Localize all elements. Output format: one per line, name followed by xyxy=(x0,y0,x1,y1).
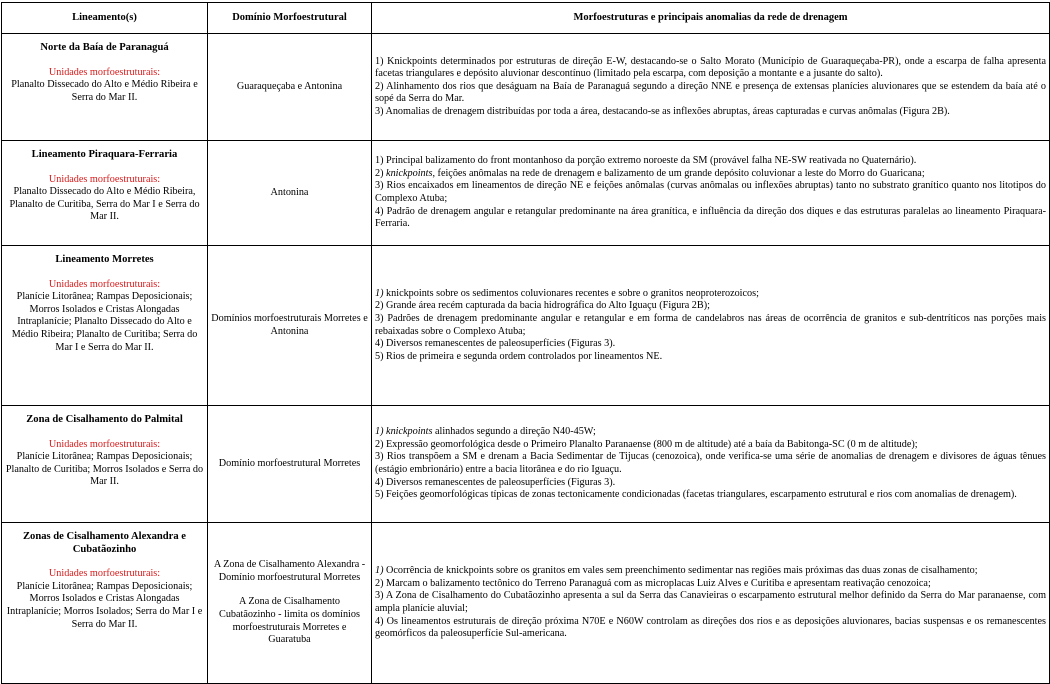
domain-text: Domínio morfoestrutural Morretes xyxy=(218,457,361,469)
list-item: 1) knickpoints alinhados segundo a direção N40-45W; xyxy=(375,426,596,438)
list-item: 3) A Zona de Cisalhamento do Cubatãozinho apresenta a sul da Serra das Canavieiras o escarpamento estrutural melhor definido da Serra do Mar paranaense, com ampla planície aluvial; xyxy=(375,590,1046,614)
domain-cell xyxy=(208,406,372,523)
anomalies-cell xyxy=(372,246,1050,406)
domain-cell xyxy=(208,141,372,246)
lineament-cell xyxy=(2,34,208,141)
list-item: 4) Diversos remanescentes de paleosuperfícies (Figuras 3). xyxy=(375,338,616,350)
units-text: Planície Litorânea; Rampas Deposicionais; Planalto de Curitiba; Morros Isolados e Serra do Mar II. xyxy=(5,451,204,488)
units-text: Planalto Dissecado do Alto e Médio Ribeira, Planalto de Curitiba, Serra do Mar I e Serra do Mar II. xyxy=(9,186,200,223)
list-item: 1) Ocorrência de knickpoints sobre os granitos em vales sem preenchimento sedimentar nas regiões mais próximas das duas zonas de cisalhamento; xyxy=(375,565,978,577)
units-text: Planície Litorânea; Rampas Deposicionais; Morros Isolados e Cristas Alongadas Intraplanície; Morros Isolados; Serra do Mar I e Serra do Mar II. xyxy=(6,580,203,630)
units-text: Planalto Dissecado do Alto e Médio Ribeira e Serra do Mar II. xyxy=(11,79,198,103)
list-item: 1) Knickpoints determinados por estruturas de direção E-W, destacando-se o Salto Morato (Município de Guaraqueçaba-PR), onde a escarpa de falha apresenta facetas triangulares e depósito aluvionar descontínuo (limitado pela escarpa, com deposição a montante e a jusante do salto). xyxy=(375,55,1046,80)
list-item: 1) Principal balizamento do front montanhoso da porção extremo noroeste da SM (provável falha NE-SW reativada no Quaternário). xyxy=(375,155,917,167)
lineament-cell xyxy=(2,141,208,246)
table-row xyxy=(2,246,1050,406)
list-item: 2) Expressão geomorfológica desde o Primeiro Planalto Paranaense (800 m de altitude) até a baía da Babitonga-SC (0 m de altitude); xyxy=(375,438,918,450)
header-morfoestruturas: Morfoestruturas e principais anomalias da rede de drenagem xyxy=(372,3,1050,34)
units-label: Unidades morfoestruturais: xyxy=(48,438,161,450)
list-item: 3) Rios encaixados em lineamentos de direção NE e feições anômalas (curvas anômalas ou inflexões abruptas) tanto no substrato granítico quanto nos litotipos do Complexo Atuba; xyxy=(375,180,1046,204)
list-item: 4) Diversos remanescentes de paleosuperfícies (Figuras 3). xyxy=(375,476,616,488)
list-item: 3) Padrões de drenagem predominante angular e retangular e em forma de candelabros nas áreas de ocorrência de granitos e sub-dentríticos nas porções mais rebaixadas sobre o Complexo Atuba; xyxy=(375,312,1046,337)
lineament-cell xyxy=(2,406,208,523)
domain-text: Guaraqueçaba e Antonina xyxy=(236,80,343,92)
list-item: 5) Feições geomorfológicas típicas de zonas tectonicamente condicionadas (facetas triangulares, escarpamento estrutural e rios com anomalias de drenagem). xyxy=(375,489,1017,501)
anomalies-cell xyxy=(372,406,1050,523)
table-row xyxy=(2,523,1050,684)
list-item: 3) Rios transpõem a SM e drenam a Bacia Sedimentar de Tijucas (cenozoica), onde verifica-se uma série de anomalias de drenagem e divisores de águas tênues (estágio embrionário) entre a bacia litorânea e do rio Iguaçu. xyxy=(375,451,1046,475)
table-row xyxy=(2,406,1050,523)
domain-text: Domínios morfoestruturais Morretes e Antonina xyxy=(211,312,368,337)
list-item: 2) Marcam o balizamento tectônico do Terreno Paranaguá com as microplacas Luiz Alves e Curitiba e apresentam reativação cenozoica; xyxy=(375,577,931,589)
table-header-row xyxy=(2,3,1050,34)
list-item: 5) Rios de primeira e segunda ordem controlados por lineamentos NE. xyxy=(375,350,663,362)
list-item: 1) knickpoints sobre os sedimentos coluvionares recentes e sobre o granitos neoproterozoicos; xyxy=(375,287,759,299)
anomalies-cell xyxy=(372,141,1050,246)
lineament-cell xyxy=(2,246,208,406)
lineament-name: Lineamento Piraquara-Ferraria xyxy=(31,149,178,160)
lineament-name: Zonas de Cisalhamento Alexandra e Cubatãozinho xyxy=(22,531,187,555)
domain-cell xyxy=(208,246,372,406)
domain-text: A Zona de Cisalhamento Cubatãozinho - limita os domínios morfoestruturais Morretes e Guaratuba xyxy=(219,596,360,646)
list-item: 2) Grande área recém capturada da bacia hidrográfica do Alto Iguaçu (Figura 2B); xyxy=(375,300,710,312)
morphostructure-table xyxy=(1,2,1050,684)
units-label: Unidades morfoestruturais: xyxy=(48,568,161,580)
lineament-name: Zona de Cisalhamento do Palmital xyxy=(26,414,183,425)
list-item: 3) Anomalias de drenagem distribuídas por toda a área, destacando-se as inflexões abruptas, áreas capturadas e curvas anômalas (Figura 2B). xyxy=(375,105,950,117)
domain-text: Antonina xyxy=(270,186,309,198)
domain-text: A Zona de Cisalhamento Alexandra - Domínio morfoestrutural Morretes xyxy=(213,559,366,583)
lineament-name: Norte da Baía de Paranaguá xyxy=(40,42,169,53)
header-lineamentos: Lineamento(s) xyxy=(2,3,208,34)
table-row xyxy=(2,141,1050,246)
units-label: Unidades morfoestruturais: xyxy=(48,66,161,78)
list-item: 4) Padrão de drenagem angular e retangular predominante na área granítica, e influência da direção dos diques e das estruturas paralelas ao lineamento Piraquara-Ferraria. xyxy=(375,205,1046,230)
domain-cell xyxy=(208,34,372,141)
list-item: 2) knickpoints, feições anômalas na rede de drenagem e balizamento de um grande depósito coluvionar a leste do Morro do Guaricana; xyxy=(375,167,925,179)
units-label: Unidades morfoestruturais: xyxy=(48,278,161,290)
list-item: 4) Os lineamentos estruturais de direção próxima N70E e N60W controlam as direções dos rios e as deposições aluvionares, bacias suspensas e os remanescentes geomórficos da paleosuperfície Sul-americana. xyxy=(375,615,1046,640)
anomalies-cell xyxy=(372,523,1050,684)
domain-cell xyxy=(208,523,372,684)
table-row xyxy=(2,34,1050,141)
list-item: 2) Alinhamento dos rios que deságuam na Baía de Paranaguá segundo a direção NNE e presença de extensas planícies aluvionares que se estendem da baía até o sopé da Serra do Mar. xyxy=(375,80,1046,105)
anomalies-cell xyxy=(372,34,1050,141)
units-label: Unidades morfoestruturais: xyxy=(48,173,161,185)
lineament-cell xyxy=(2,523,208,684)
units-text: Planície Litorânea; Rampas Deposicionais; Morros Isolados e Cristas Alongadas Intraplanície; Planalto Dissecado do Alto e Médio Ribeira; Planalto de Curitiba; Serra do Mar I e Serra do Mar II. xyxy=(11,291,198,353)
header-dominio: Domínio Morfoestrutural xyxy=(208,3,372,34)
lineament-name: Lineamento Morretes xyxy=(55,254,154,265)
